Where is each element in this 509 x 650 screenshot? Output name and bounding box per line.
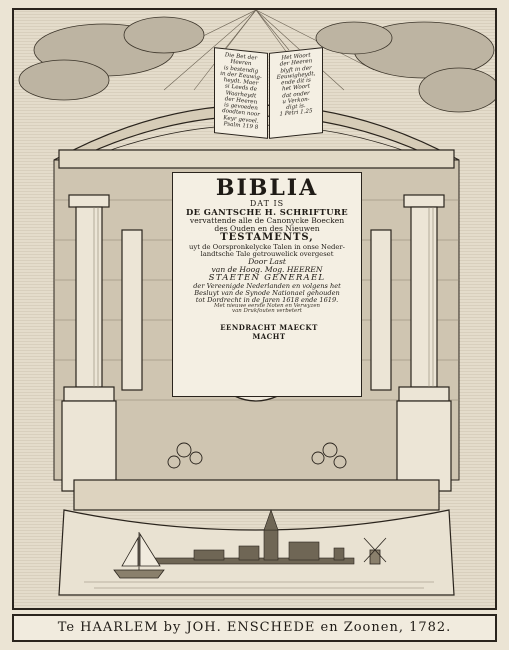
coat-of-arms-motto: EENDRACHT MAECKT MACHT: [220, 323, 318, 341]
subtitle-schrifture: DE GANTSCHE H. SCHRIFTURE: [185, 207, 349, 218]
line-ouden: des Ouden en des Nieuwen: [214, 224, 320, 234]
line-staten: STAETEN GENERAEL: [208, 272, 326, 283]
engraved-plate: [12, 8, 497, 610]
book-left-page: Die Bet der Heeren is bestendig in der Eeuwig- heydt. Maer si Leeds de Waarheydt der Heeren is gevoeden doodten noor Keyr gevoel. Psalm 119 8: [214, 47, 268, 139]
book-right-page: Het Woort der Heeren blyft in der Eeuwigheydt, ende dit is het Woort dat onder u Verkon- digt is. 1 Petri 1.25: [269, 47, 323, 139]
imprint-line: Te HAARLEM by JOH. ENSCHEDE en Zoonen, 1782.: [12, 614, 497, 642]
line-landtsche: landtsche Tale getrouwelick overgeset: [200, 249, 334, 258]
line-door-last: Door Last: [248, 256, 286, 266]
line-dordrecht: tot Dordrecht in de Jaren 1618 ende 1619.: [195, 295, 339, 304]
main-title: BIBLIA: [215, 175, 319, 201]
line-van-de: van de Hoog. Mog. HEEREN: [211, 264, 323, 274]
subtitle-dat-is: DAT IS: [249, 199, 285, 209]
pedestal: [74, 480, 439, 510]
line-besluyt: Besluyt van de Synode Nationael gehouden: [194, 288, 340, 297]
title-panel: [172, 172, 362, 397]
line-uyt: uyt de Oorspronkelycke Talen in onse Neder-: [189, 242, 345, 251]
line-met-nieuwe: Met nieuwe eerste Noten en Verwyzen: [214, 302, 320, 309]
open-book: [214, 50, 324, 136]
line-van-druk: van Drukfouten verbetert: [232, 308, 302, 315]
line-testaments: TESTAMENTS,: [220, 232, 314, 244]
line-vereenigde: der Vereenigde Nederlanden en volgens het: [193, 281, 341, 290]
line-vervattende: vervattende alle de Canonycke Boecken: [189, 216, 345, 226]
